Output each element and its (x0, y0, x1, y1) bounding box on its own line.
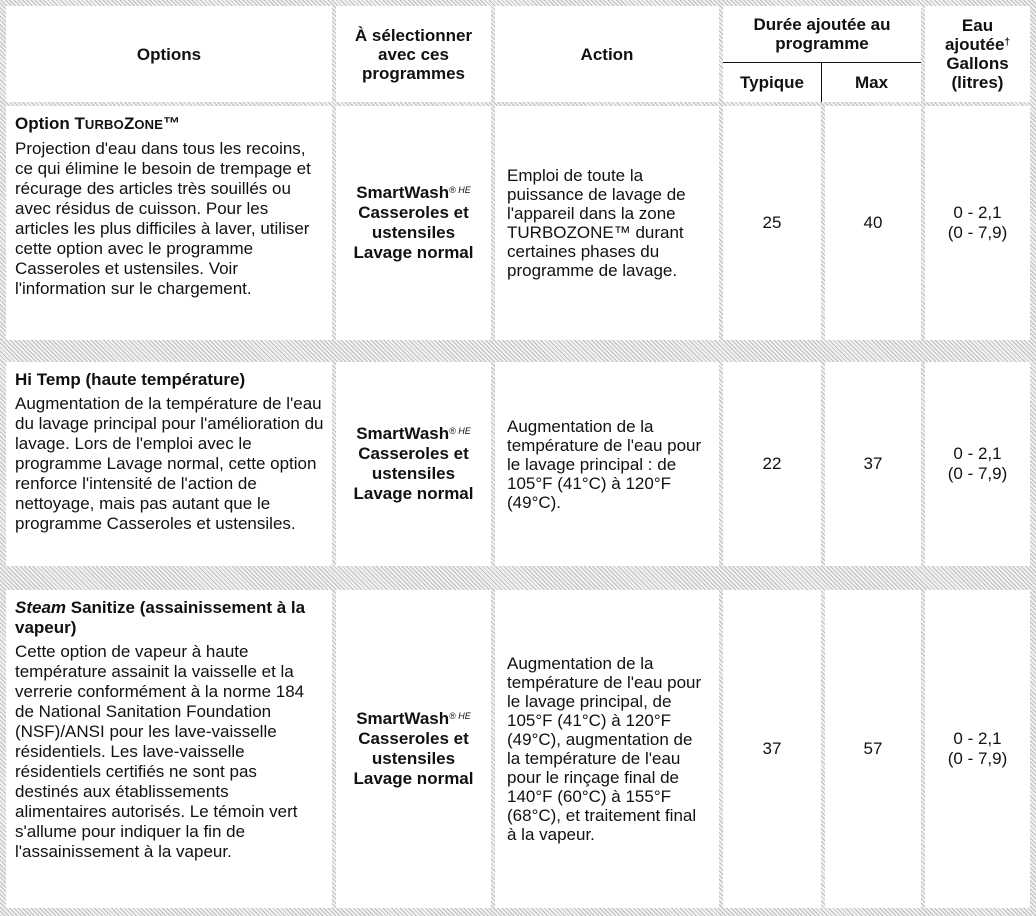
typical-value: 25 (762, 213, 782, 232)
programs-cell (336, 362, 491, 566)
max-value: 40 (863, 213, 883, 232)
program-smartwash: SmartWash$^{® HE}$ (356, 709, 471, 728)
header-select-programs (336, 6, 491, 102)
max-value: 57 (863, 739, 883, 758)
programs-cell (336, 590, 491, 908)
program-ustensiles: ustensiles (371, 749, 456, 768)
option-title: Option TURBOZONE™ (15, 114, 181, 133)
header-options (6, 6, 332, 102)
action-cell (495, 362, 719, 566)
header-duration (723, 6, 921, 62)
water-litres: (0 - 7,9) (947, 749, 1008, 768)
option-description: Augmentation de la température de l'eau du lavage principal pour l'amélioration du lavage. Lors de l'emploi avec le programme Lavage normal, cette option renforce l'intensité de l'action de nettoyage, mais pas autant que le programme Casseroles et ustensiles. (15, 394, 324, 533)
typical-cell (723, 362, 821, 566)
action-cell (495, 106, 719, 340)
water-cell (925, 362, 1030, 566)
program-smartwash: SmartWash$^{® HE}$ (356, 424, 471, 443)
option-hi-temp (6, 362, 332, 566)
header-water-line1: Eau (961, 16, 994, 35)
max-value: 37 (863, 454, 883, 473)
header-options-label: Options (136, 44, 202, 64)
option-steam-sanitize (6, 590, 332, 908)
action-text: Augmentation de la température de l'eau pour le lavage principal, de 105°F (41°C) à 120°F (49°C), augmentation de la température de l'eau pour le rinçage final de 140°F (60°C) à 155°F (68°C), et traitement final à la vapeur. (507, 654, 702, 844)
option-turbozone (6, 106, 332, 340)
header-duration-label: Durée ajoutée au programme (753, 15, 891, 53)
program-lavage-normal: Lavage normal (353, 484, 474, 503)
programs-cell (336, 106, 491, 340)
header-typical-max-divider (821, 62, 822, 102)
water-gallons: 0 - 2,1 (953, 444, 1002, 463)
typical-value: 37 (762, 739, 782, 758)
max-cell (825, 362, 921, 566)
program-casseroles: Casseroles et (358, 729, 469, 748)
action-cell (495, 590, 719, 908)
water-litres: (0 - 7,9) (947, 223, 1008, 242)
water-cell (925, 590, 1030, 908)
program-ustensiles: ustensiles (371, 464, 456, 483)
option-description: Cette option de vapeur à haute température assainit la vaisselle et la verrerie conformément à la norme 184 de National Sanitation Foundation (NSF)/ANSI pour les lave-vaisselle résidentiels. Les lave-vaisselle résidentiels certifiés ne sont pas destinés aux établissements alimentaires autorisés. Le témoin vert s'allume pour indiquer la fin de l'assainissement à la vapeur. (15, 642, 305, 861)
header-select-programs-label: À sélectionner avec ces programmes (354, 25, 473, 83)
header-max-label: Max (854, 72, 889, 92)
water-gallons: 0 - 2,1 (953, 729, 1002, 748)
action-text: Augmentation de la température de l'eau pour le lavage principal : de 105°F (41°C) à 120°F (49°C). (507, 416, 702, 512)
typical-cell (723, 590, 821, 908)
option-description: Projection d'eau dans tous les recoins, ce qui élimine le besoin de trempage et récurage des articles très souillés ou avec résidus de cuisson. Pour les articles les plus difficiles à laver, utiliser cette option avec le programme Casseroles et ustensiles. Voir l'information sur le chargement. (15, 139, 311, 298)
typical-cell (723, 106, 821, 340)
max-cell (825, 106, 921, 340)
header-max (822, 62, 921, 102)
option-title: Steam Sanitize (assainissement à la vapeur) (15, 598, 306, 637)
program-casseroles: Casseroles et (358, 444, 469, 463)
header-typical (723, 62, 821, 102)
header-water-line2: ajoutée† (944, 35, 1011, 54)
option-title: Hi Temp (haute température) (15, 370, 246, 389)
max-cell (825, 590, 921, 908)
header-water (925, 6, 1030, 102)
water-cell (925, 106, 1030, 340)
header-action-label: Action (580, 44, 634, 64)
header-action (495, 6, 719, 102)
header-typical-label: Typique (740, 72, 804, 92)
water-litres: (0 - 7,9) (947, 464, 1008, 483)
dagger-mark: † (1004, 37, 1011, 48)
header-water-line3: Gallons (946, 54, 1009, 73)
typical-value: 22 (762, 454, 782, 473)
program-casseroles: Casseroles et (358, 203, 469, 222)
water-gallons: 0 - 2,1 (953, 203, 1002, 222)
header-water-line4: (litres) (951, 73, 1004, 92)
program-ustensiles: ustensiles (371, 223, 456, 242)
program-lavage-normal: Lavage normal (353, 769, 474, 788)
action-text: Emploi de toute la puissance de lavage de l'appareil dans la zone TURBOZONE™ durant certaines phases du programme de lavage. (507, 166, 686, 280)
program-smartwash: SmartWash$^{® HE}$ (356, 183, 471, 202)
program-lavage-normal: Lavage normal (353, 243, 474, 262)
header-duration-divider (723, 62, 921, 63)
